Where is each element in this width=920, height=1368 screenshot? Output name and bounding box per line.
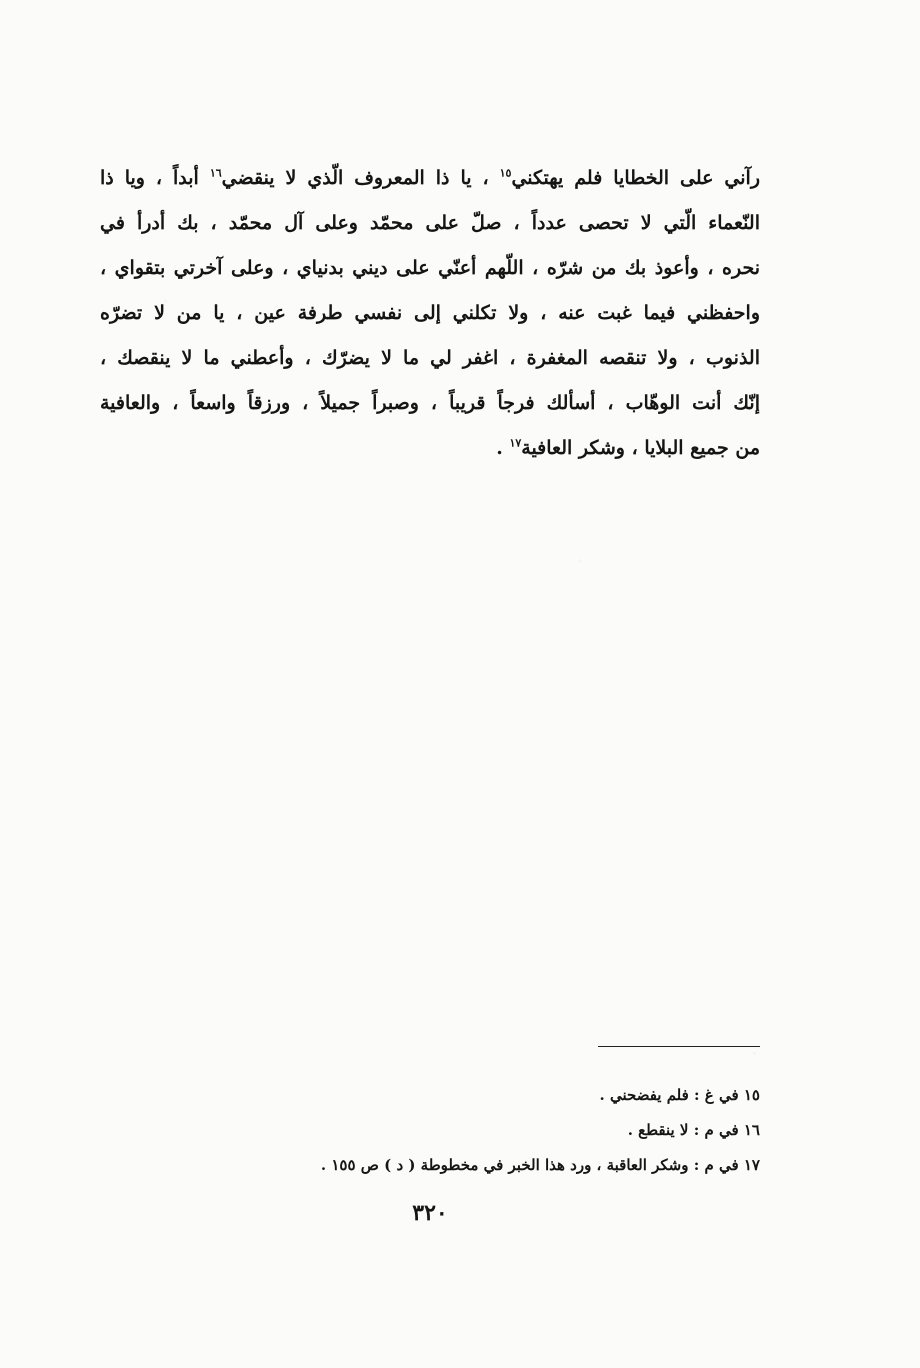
text-line-3: نحره ، وأعوذ بك من شرّه ، اللّهم أعنّي على ديني بدنياي ، وعلى آخرتي بتقواي ،	[100, 257, 760, 279]
text-line-7	[100, 426, 760, 471]
text-line-1	[100, 156, 760, 201]
text-line-5: الذنوب ، ولا تنقصه المغفرة ، اغفر لي ما لا يضرّك ، وأعطني ما لا ينقصك ،	[100, 347, 760, 369]
text-line-1-part-c: أبداً ، ويا ذا	[100, 167, 210, 189]
main-text-block	[100, 156, 760, 471]
text-line-4: واحفظني فيما غبت عنه ، ولا تكلني إلى نفسي طرفة عين ، يا من لا تضرّه	[100, 302, 760, 324]
text-line-7-part-b: .	[496, 437, 510, 459]
footnote-marker-15: ١٥	[499, 166, 512, 180]
text-line-1-part-b: ، يا ذا المعروف الّذي لا ينقضي	[221, 167, 500, 189]
text-line-2: النّعماء الّتي لا تحصى عدداً ، صلّ على محمّد وعلى آل محمّد ، بك أدرأ في	[100, 212, 760, 234]
footnote-marker-17: ١٧	[509, 436, 522, 450]
footnote-16: ١٦ في م : لا ينقطع .	[627, 1121, 760, 1139]
text-line-1-part-a: رآني على الخطايا فلم يهتكني	[511, 167, 760, 189]
footnotes-block	[200, 1078, 760, 1183]
footnote-divider	[598, 1046, 760, 1047]
text-line-6: إنّك أنت الوهّاب ، أسألك فرجاً قريباً ، وصبراً جميلاً ، ورزقاً واسعاً ، والعافية	[100, 392, 760, 414]
footnote-17: ١٧ في م : وشكر العاقبة ، ورد هذا الخبر في مخطوطة ( د ) ص ١٥٥ .	[320, 1156, 760, 1174]
text-line-7-part-a: من جميع البلايا ، وشكر العافية	[521, 437, 760, 459]
footnote-15: ١٥ في غ : فلم يفضحني .	[599, 1086, 760, 1104]
footnote-marker-16: ١٦	[209, 166, 222, 180]
page-number: ٣٢٠	[412, 1200, 448, 1226]
